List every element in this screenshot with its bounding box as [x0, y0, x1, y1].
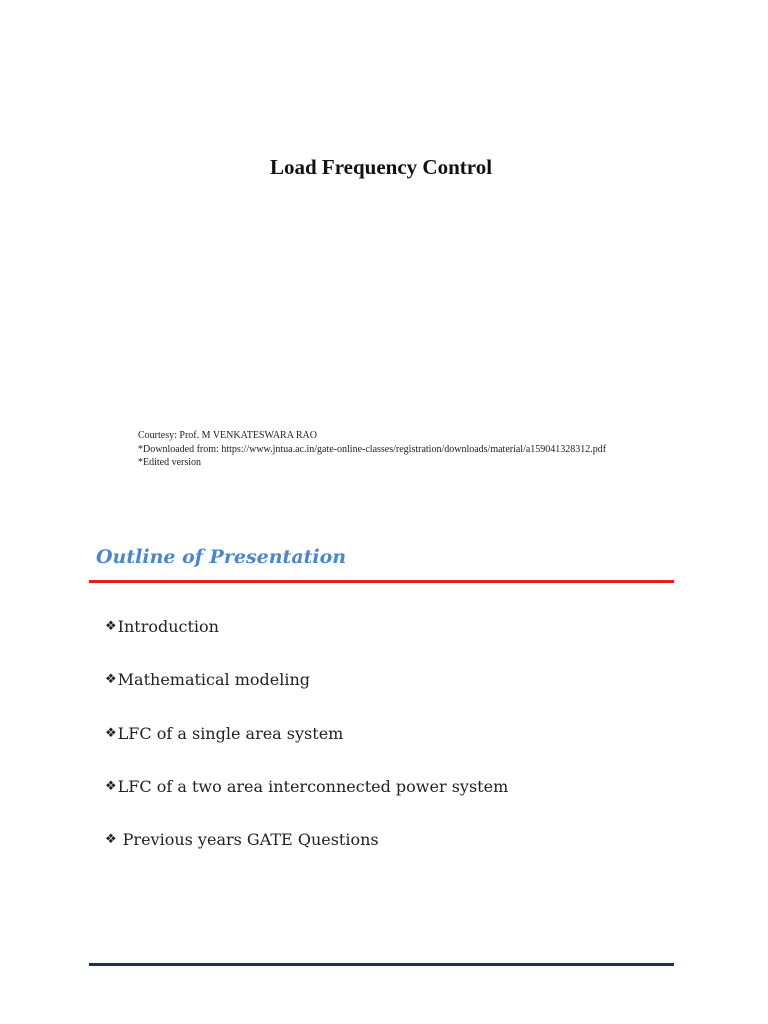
four-diamond-bullet-icon: ❖ [105, 725, 117, 741]
list-item-text: LFC of a single area system [117, 723, 344, 743]
credits-source-url: *Downloaded from: https://www.jntua.ac.in/gate-online-classes/registration/downloads/material/a159041328312.pdf [138, 443, 607, 455]
list-item-text: Mathematical modeling [117, 670, 311, 690]
credits-edited-note: *Edited version [138, 457, 202, 468]
list-item-text: LFC of a two area interconnected power system [117, 776, 509, 796]
four-diamond-bullet-icon: ❖ [105, 778, 117, 794]
slide-title: Load Frequency Control [269, 155, 493, 179]
list-item-text: Previous years GATE Questions [122, 830, 379, 850]
four-diamond-bullet-icon: ❖ [105, 672, 117, 688]
four-diamond-bullet-icon: ❖ [105, 832, 117, 848]
footer-divider [89, 963, 674, 966]
credits-courtesy: Courtesy: Prof. M VENKATESWARA RAO [138, 430, 317, 441]
list-item [105, 669, 508, 722]
list-item [105, 776, 508, 829]
list-item [105, 616, 508, 669]
four-diamond-bullet-icon: ❖ [105, 619, 117, 634]
outline-heading: Outline of Presentation [96, 546, 347, 568]
list-item [105, 829, 508, 882]
list-item [105, 723, 508, 776]
outline-list [105, 616, 508, 882]
list-item-text: Introduction [117, 617, 219, 636]
credits-block [138, 429, 606, 470]
heading-divider [89, 580, 674, 583]
